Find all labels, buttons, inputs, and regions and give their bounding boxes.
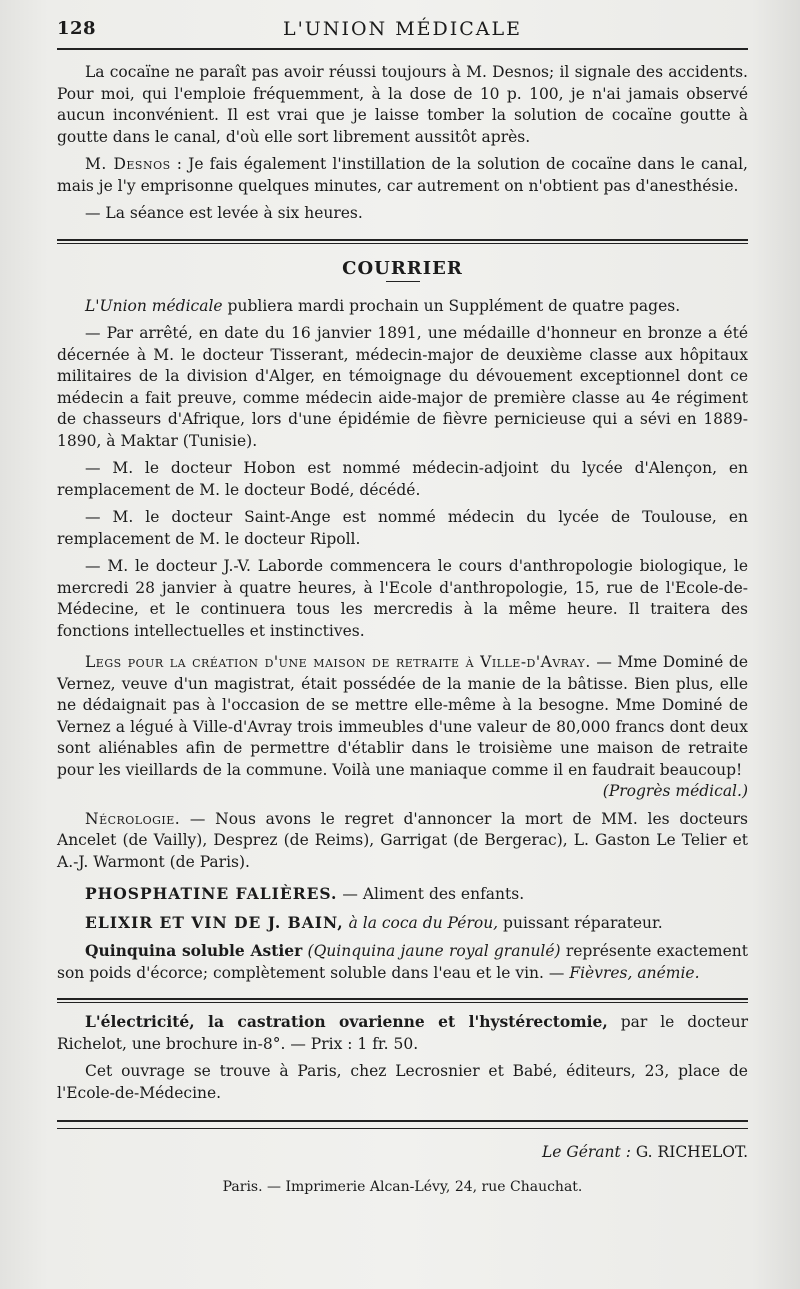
- footer-thin-rule: [57, 1128, 748, 1129]
- book-title: L'électricité, la castration ovarienne et l'hystérectomie,: [85, 1012, 608, 1031]
- elixir-text: puissant réparateur.: [498, 913, 663, 932]
- phosphatine-text: — Aliment des enfants.: [337, 885, 525, 903]
- gerant-name: G. RICHELOT.: [635, 1143, 748, 1161]
- courrier-heading-rule: [386, 281, 420, 282]
- legs-notice: [57, 652, 748, 781]
- legs-source-text: (Progrès médical.): [602, 782, 748, 800]
- desnos-name: M. Desnos: [85, 155, 171, 173]
- book-publisher: Cet ouvrage se trouve à Paris, chez Lecrosnier et Babé, éditeurs, 23, place de l'Ecole-de-Médecine.: [57, 1062, 748, 1102]
- necrology-heading: Nécrologie.: [85, 809, 181, 828]
- quinquina-italic: (Quinquina jaune royal granulé): [302, 942, 561, 960]
- journal-title: L'UNION MÉDICALE: [282, 18, 523, 40]
- section-divider: [57, 239, 748, 244]
- hobon-notice: — M. le docteur Hobon est nommé médecin-adjoint du lycée d'Alençon, en remplacement de M. le docteur Bodé, décédé.: [57, 459, 748, 499]
- quinquina-ad: [57, 940, 748, 984]
- quinquina-indications: Fièvres, anémie.: [569, 963, 700, 982]
- supplement-notice: [57, 296, 748, 318]
- elixir-name: ELIXIR ET VIN DE J. BAIN,: [85, 912, 344, 932]
- gerant-label: Le Gérant :: [541, 1143, 636, 1161]
- book-notice: [57, 1011, 748, 1055]
- quinquina-text: représente exactement son poids d'écorce; complètement soluble dans l'eau et le vin. —: [57, 942, 748, 982]
- page-number: 128: [57, 18, 97, 39]
- supplement-text: publiera mardi prochain un Supplément de quatre pages.: [222, 296, 681, 315]
- legs-heading: Legs pour la création d'une maison de retraite à Ville-d'Avray.: [85, 653, 591, 671]
- header-rule: [57, 48, 748, 50]
- saint-ange-notice: — M. le docteur Saint-Ange est nommé médecin du lycée de Toulouse, en remplacement de M. le docteur Ripoll.: [57, 508, 748, 548]
- elixir-italic: à la coca du Pérou,: [343, 913, 499, 932]
- legs-text: — Mme Dominé de Vernez, veuve d'un magistrat, était possédée de la manie de la bâtisse. Bien plus, elle ne dédaignait pas à l'occasion de se mettre elle-même à la besogne. Mme Dominé de Vernez a légué à Ville-d'Avray trois immeubles d'une valeur de 80,000 francs dont deux sont aliénables afin de permettre d'établir dans le troisième une maison de retraite pour les vieillards de la commune. Voilà une maniaque comme il en faudrait beaucoup!: [57, 653, 748, 779]
- legs-source: [57, 781, 748, 803]
- running-head: [57, 18, 748, 44]
- desnos-reply-paragraph: La cocaïne ne paraît pas avoir réussi toujours à M. Desnos; il signale des accidents. Pour moi, qui l'emploie fréquemment, à la dose de 10 p. 100, je n'ai jamais observé aucun inconvénient. Il est vrai que je laisse tomber la solution de cocaïne goutte à goutte dans le canal, d'où elle sort librement aussitôt après.: [57, 63, 748, 146]
- gerant-signature: [57, 1143, 748, 1161]
- medal-notice: — Par arrêté, en date du 16 janvier 1891, une médaille d'honneur en bronze a été décernée à M. le docteur Tisserant, médecin-major de deuxième classe aux hôpitaux militaires de la division d'Alger, en témoignage du dévouement exceptionnel dont ce médecin a fait preuve, comme médecin aide-major de première classe au 4e régiment de chasseurs d'Afrique, lors d'une épidémie de fièvre pernicieuse qui a sévi en 1889-1890, à Maktar (Tunisie).: [57, 324, 748, 450]
- ads-divider: [57, 998, 748, 1003]
- laborde-notice: — M. le docteur J.-V. Laborde commencera le cours d'anthropologie biologique, le mercredi 28 janvier à quatre heures, à l'Ecole d'anthropologie, 15, rue de l'Ecole-de-Médecine, et le continuera tous les mercredis à la même heure. Il traitera des fonctions intellectuelles et instinctives.: [57, 557, 748, 640]
- phosphatine-name: PHOSPHATINE FALIÈRES.: [85, 884, 338, 903]
- session-closed-line: — La séance est levée à six heures.: [85, 204, 363, 222]
- book-author: par le docteur Richelot, une brochure in-8°. — Prix : 1 fr. 50.: [57, 1013, 748, 1053]
- elixir-ad: [57, 912, 748, 935]
- phosphatine-ad: [57, 883, 748, 906]
- printer-imprint: Paris. — Imprimerie Alcan-Lévy, 24, rue Chauchat.: [222, 1179, 583, 1195]
- footer-rule: [57, 1120, 748, 1122]
- courrier-heading: COURRIER: [342, 257, 463, 279]
- desnos-text: : Je fais également l'instillation de la solution de cocaïne dans le canal, mais je l'y emprisonne quelques minutes, car autrement on n'obtient pas d'anesthésie.: [57, 155, 748, 195]
- necrology-notice: [57, 809, 748, 874]
- necrology-text: — Nous avons le regret d'annoncer la mort de MM. les docteurs Ancelet (de Vailly), Desprez (de Reims), Garrigat (de Bergerac), L. Gaston Le Telier et A.-J. Warmont (de Paris).: [57, 809, 748, 871]
- journal-name-italic: L'Union médicale: [85, 296, 223, 315]
- quinquina-name: Quinquina soluble Astier: [85, 941, 303, 960]
- desnos-paragraph: [57, 154, 748, 197]
